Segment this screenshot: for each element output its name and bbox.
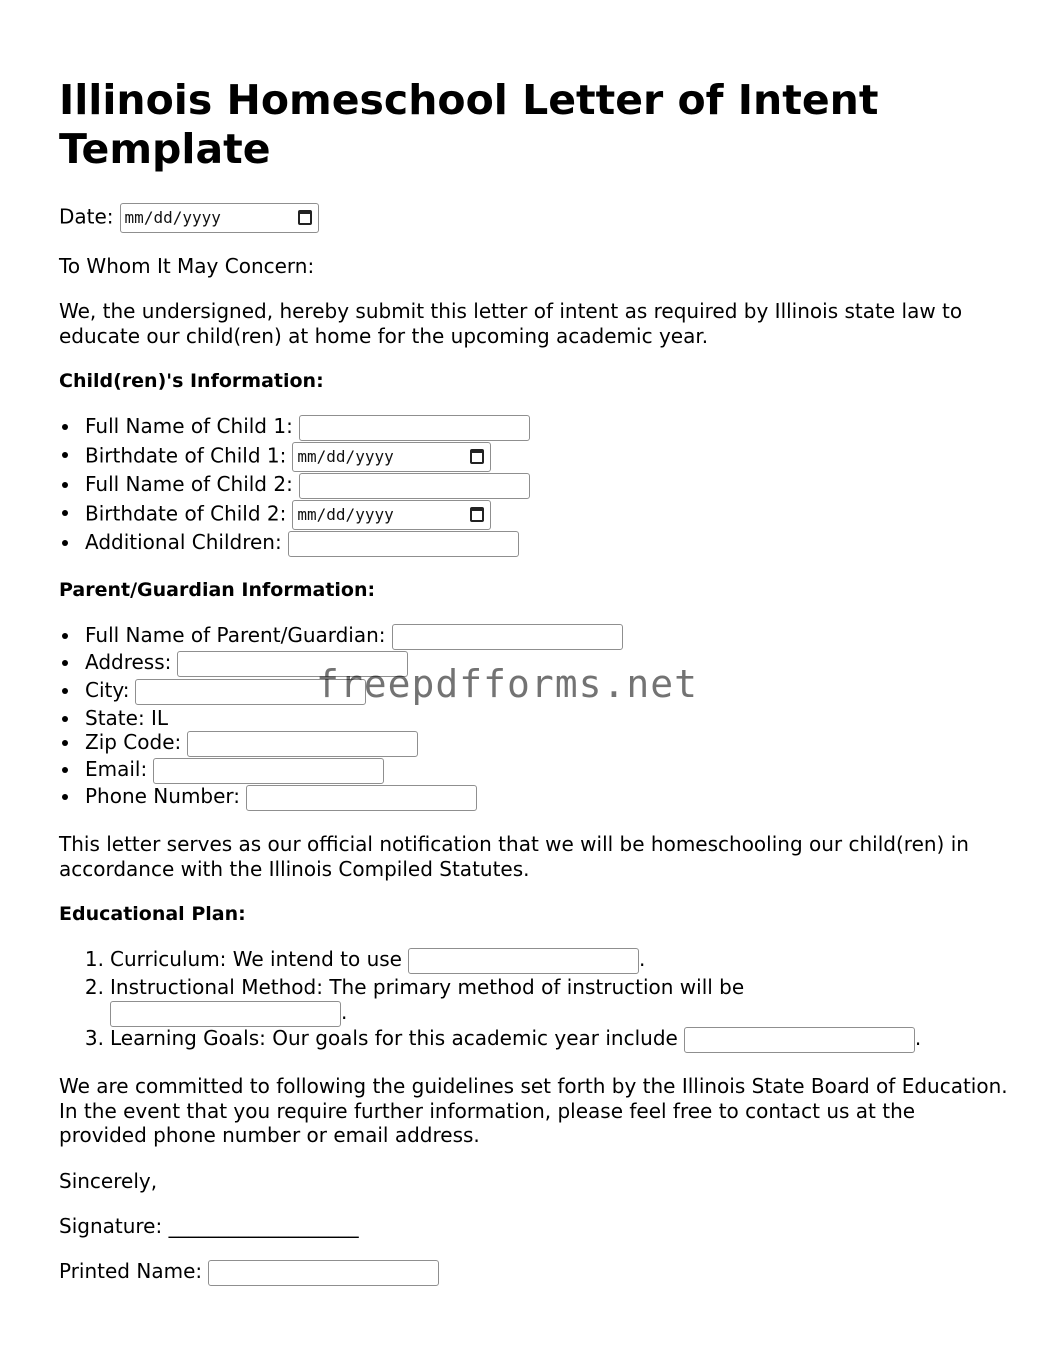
child1-name-input[interactable]	[299, 415, 530, 441]
list-item: Birthdate of Child 2: mm/dd/yyyy	[85, 500, 491, 530]
child2-birthdate-input[interactable]: mm/dd/yyyy	[292, 500, 491, 530]
notification-paragraph: This letter serves as our official notification that we will be homeschooling our child(ren) in accordance with the Illinois Compiled Statutes.	[59, 832, 969, 881]
closing-paragraph: We are committed to following the guidelines set forth by the Illinois State Board of Education. In the event that you require further information, please feel free to contact us at the provided phone number or email address.	[59, 1074, 1008, 1147]
date-label: Date:	[59, 204, 114, 229]
additional-children-input[interactable]	[288, 531, 519, 557]
printed-name-input[interactable]	[208, 1260, 439, 1286]
list-item: Address:	[85, 650, 408, 677]
list-item: Phone Number:	[85, 784, 477, 811]
list-item: Full Name of Parent/Guardian:	[85, 623, 623, 650]
child1-birthdate-input[interactable]: mm/dd/yyyy	[292, 442, 491, 472]
intro-paragraph: We, the undersigned, hereby submit this letter of intent as required by Illinois state law to educate our child(ren) at home for the upcoming academic year.	[59, 299, 963, 348]
list-item: 3. Learning Goals: Our goals for this academic year include .	[110, 1026, 921, 1053]
calendar-icon[interactable]	[470, 507, 484, 522]
list-item: 1. Curriculum: We intend to use .	[110, 947, 645, 974]
calendar-icon[interactable]	[470, 449, 484, 464]
page-title: Illinois Homeschool Letter of Intent Template	[59, 76, 879, 173]
greeting: To Whom It May Concern:	[59, 254, 315, 278]
printed-name-row: Printed Name:	[59, 1259, 439, 1286]
parent-heading: Parent/Guardian Information:	[59, 579, 376, 601]
list-item: Full Name of Child 1:	[85, 414, 530, 441]
parent-name-input[interactable]	[392, 624, 623, 650]
curriculum-input[interactable]	[408, 948, 639, 974]
instructional-method-input[interactable]	[110, 1001, 341, 1027]
watermark: freepdfforms.net	[316, 662, 699, 706]
list-item: 2. Instructional Method: The primary method of instruction will be	[84, 975, 745, 999]
list-item: Zip Code:	[85, 730, 418, 757]
list-item-continuation: .	[110, 1000, 347, 1027]
date-row	[59, 203, 319, 233]
zip-code-input[interactable]	[187, 731, 418, 757]
calendar-icon[interactable]	[298, 210, 312, 225]
sincerely: Sincerely,	[59, 1169, 158, 1193]
children-heading: Child(ren)'s Information:	[59, 370, 324, 392]
list-item: Birthdate of Child 1: mm/dd/yyyy	[85, 442, 491, 472]
signature-line: Signature: ___________________	[59, 1214, 359, 1238]
learning-goals-input[interactable]	[684, 1027, 915, 1053]
list-item: City:	[85, 678, 366, 705]
list-item: Additional Children:	[85, 530, 519, 557]
list-item: State: IL	[85, 706, 169, 730]
list-item: Full Name of Child 2:	[85, 472, 530, 499]
date-input[interactable]: mm/dd/yyyy	[120, 203, 319, 233]
email-input[interactable]	[153, 758, 384, 784]
list-item: Email:	[85, 757, 384, 784]
child2-name-input[interactable]	[299, 473, 530, 499]
plan-heading: Educational Plan:	[59, 903, 246, 925]
phone-number-input[interactable]	[246, 785, 477, 811]
